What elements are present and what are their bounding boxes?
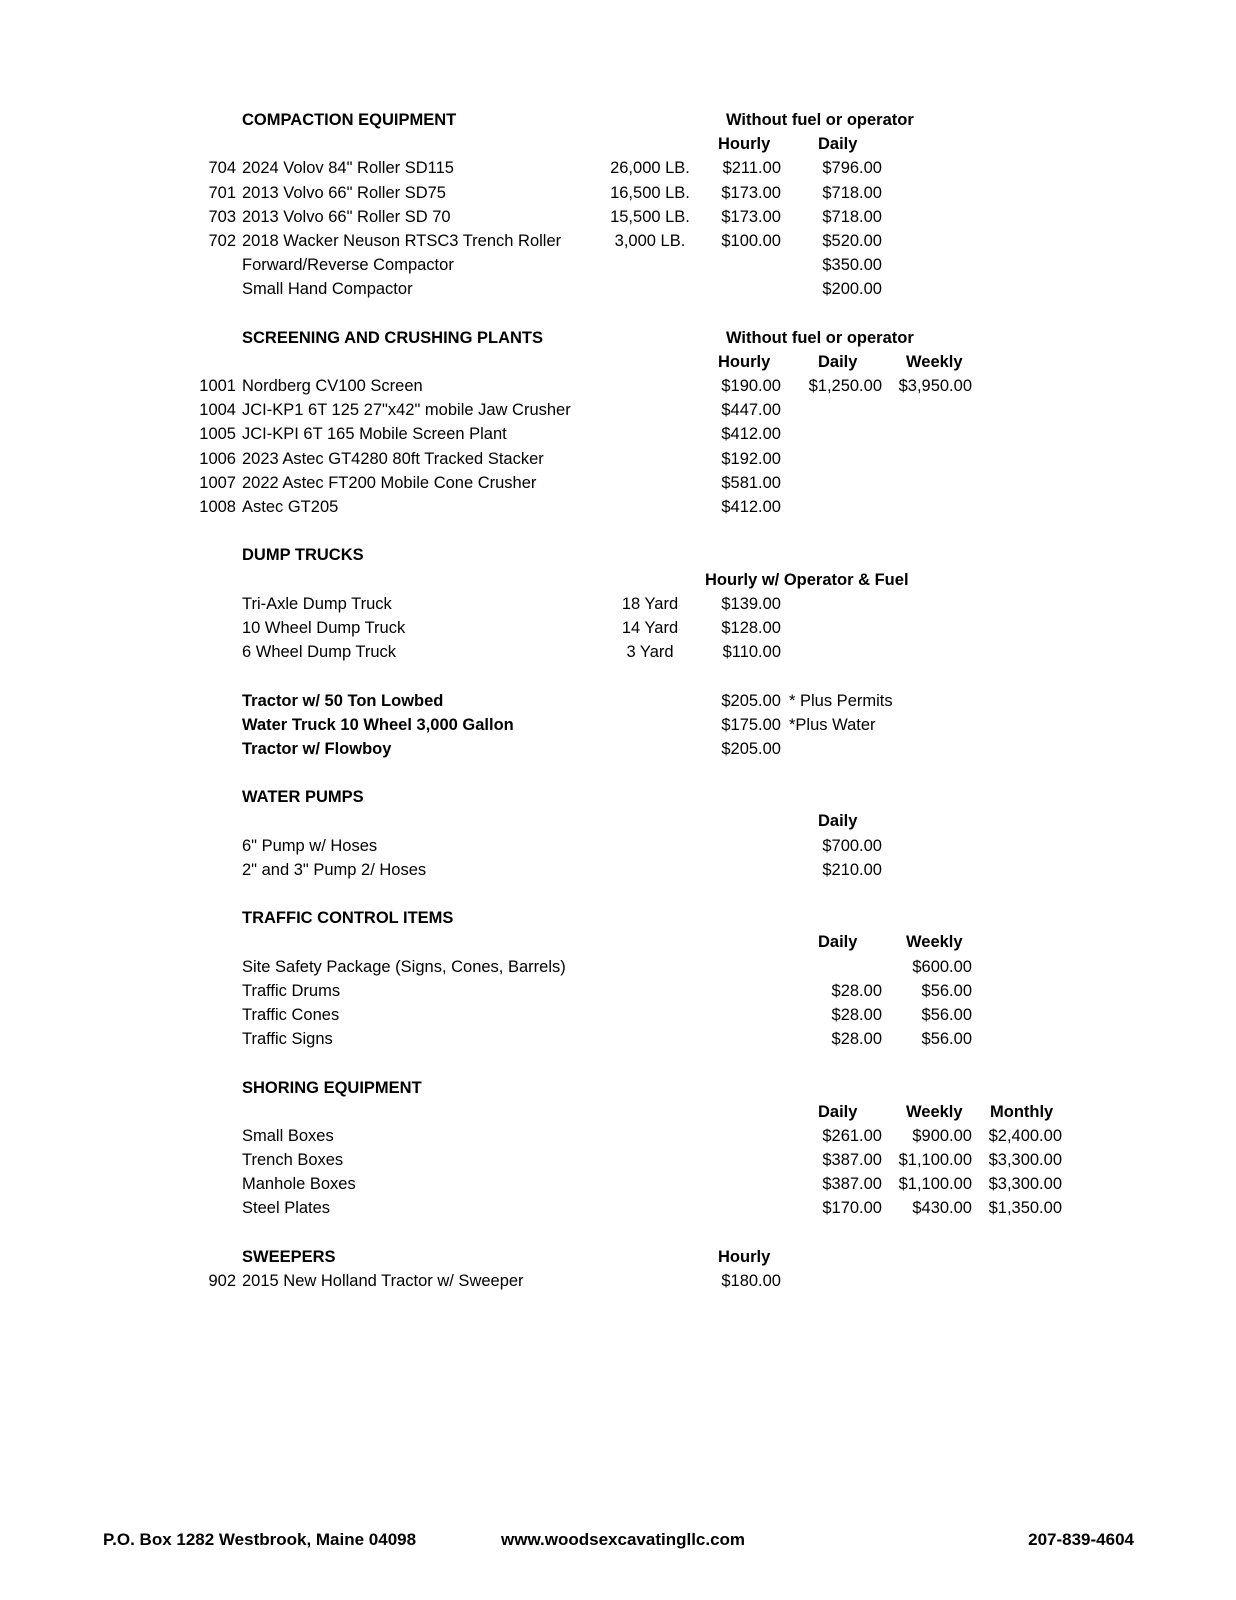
unit-number: 902 xyxy=(208,1272,236,1290)
spacer xyxy=(0,664,1236,688)
hourly-rate: $412.00 xyxy=(721,425,781,444)
hourly-rate: $100.00 xyxy=(721,231,781,250)
col-daily: Daily xyxy=(818,352,858,371)
item-description: Manhole Boxes xyxy=(242,1175,356,1194)
unit-number: 703 xyxy=(208,207,236,226)
daily-rate: $28.00 xyxy=(831,1005,882,1024)
section-header-shoring xyxy=(0,1076,1236,1100)
item-description: Traffic Cones xyxy=(242,1005,340,1024)
section-title: DUMP TRUCKS xyxy=(242,546,364,565)
table-row xyxy=(0,374,1236,398)
weekly-rate: $600.00 xyxy=(912,957,972,976)
hourly-rate: $211.00 xyxy=(722,159,781,178)
table-row xyxy=(0,422,1236,446)
item-description: Trench Boxes xyxy=(242,1151,344,1170)
table-row xyxy=(0,640,1236,664)
item-description: JCI-KP1 6T 125 27"x42" mobile Jaw Crusher xyxy=(242,401,571,420)
weekly-rate: $430.00 xyxy=(912,1199,972,1218)
item-description: JCI-KPI 6T 165 Mobile Screen Plant xyxy=(242,425,507,444)
table-row xyxy=(0,277,1236,301)
column-headers xyxy=(0,809,1236,833)
table-row xyxy=(0,447,1236,471)
table-row xyxy=(0,592,1236,616)
table-row xyxy=(0,495,1236,519)
weekly-rate: $56.00 xyxy=(921,1030,972,1049)
hourly-rate: $447.00 xyxy=(721,401,781,420)
hourly-rate: $205.00 xyxy=(721,691,781,710)
hourly-rate: $180.00 xyxy=(721,1272,781,1290)
hourly-rate: $175.00 xyxy=(721,715,781,734)
weekly-rate: $900.00 xyxy=(912,1126,972,1145)
item-description: Traffic Drums xyxy=(242,981,341,1000)
daily-rate: $387.00 xyxy=(822,1151,882,1170)
table-row xyxy=(0,1148,1236,1172)
unit-number: 1005 xyxy=(199,425,236,444)
item-capacity: 14 Yard xyxy=(621,618,679,637)
section-header-traffic-control xyxy=(0,906,1236,930)
item-spec: 3,000 LB. xyxy=(614,231,686,250)
item-description: Traffic Signs xyxy=(242,1030,333,1049)
weekly-rate: $1,100.00 xyxy=(898,1151,972,1170)
table-row xyxy=(0,834,1236,858)
item-description: Small Boxes xyxy=(242,1126,334,1145)
table-row xyxy=(0,1124,1236,1148)
column-headers xyxy=(0,568,1236,592)
daily-rate: $28.00 xyxy=(831,981,882,1000)
column-headers xyxy=(0,132,1236,156)
unit-number: 1008 xyxy=(199,498,236,516)
table-row xyxy=(0,229,1236,253)
unit-number: 1001 xyxy=(199,377,236,396)
item-description: 2" and 3" Pump 2/ Hoses xyxy=(242,860,427,879)
item-description: 2015 New Holland Tractor w/ Sweeper xyxy=(242,1272,524,1290)
item-description: 10 Wheel Dump Truck xyxy=(242,618,406,637)
rate-note: *Plus Water xyxy=(789,715,876,734)
hourly-rate: $128.00 xyxy=(721,618,781,637)
item-spec: 15,500 LB. xyxy=(610,207,690,226)
section-title: SCREENING AND CRUSHING PLANTS xyxy=(242,328,543,347)
table-row xyxy=(0,858,1236,882)
item-description: Site Safety Package (Signs, Cones, Barrels) xyxy=(242,957,566,976)
item-description: Tractor w/ Flowboy xyxy=(242,739,392,758)
table-row xyxy=(0,737,1236,761)
item-description: 2013 Volvo 66" Roller SD 70 xyxy=(242,207,451,226)
col-daily: Daily xyxy=(818,812,858,831)
column-headers xyxy=(0,1100,1236,1124)
spacer xyxy=(0,1221,1236,1245)
page-footer xyxy=(0,1530,1236,1556)
col-hourly: Hourly xyxy=(718,135,771,154)
hourly-rate: $139.00 xyxy=(721,594,781,613)
section-header-water-pumps xyxy=(0,785,1236,809)
column-headers xyxy=(0,350,1236,374)
item-description: Tractor w/ 50 Ton Lowbed xyxy=(242,691,444,710)
table-row xyxy=(0,713,1236,737)
item-spec: 16,500 LB. xyxy=(610,183,690,202)
hourly-rate: $581.00 xyxy=(721,473,781,492)
table-row xyxy=(0,689,1236,713)
section-title: COMPACTION EQUIPMENT xyxy=(242,111,457,129)
section-header-dump-trucks xyxy=(0,543,1236,567)
monthly-rate: $1,350.00 xyxy=(988,1199,1062,1218)
daily-rate: $718.00 xyxy=(822,183,882,202)
monthly-rate: $2,400.00 xyxy=(988,1126,1062,1145)
rate-sheet xyxy=(0,108,1236,1293)
item-description: Steel Plates xyxy=(242,1199,331,1218)
spacer xyxy=(0,1051,1236,1075)
spacer xyxy=(0,519,1236,543)
unit-number: 1004 xyxy=(199,401,236,420)
col-daily: Daily xyxy=(818,933,858,952)
spacer xyxy=(0,302,1236,326)
item-description: 6 Wheel Dump Truck xyxy=(242,643,397,662)
item-description: Small Hand Compactor xyxy=(242,280,413,299)
table-row xyxy=(0,181,1236,205)
col-monthly: Monthly xyxy=(990,1102,1054,1121)
footer-address: P.O. Box 1282 Westbrook, Maine 04098 xyxy=(103,1530,417,1549)
table-row xyxy=(0,1003,1236,1027)
group-header: Without fuel or operator xyxy=(726,111,914,129)
daily-rate: $387.00 xyxy=(822,1175,882,1194)
section-title: SHORING EQUIPMENT xyxy=(242,1078,422,1097)
section-title: SWEEPERS xyxy=(242,1247,336,1266)
item-description: 2022 Astec FT200 Mobile Cone Crusher xyxy=(242,473,537,492)
unit-number: 704 xyxy=(208,159,236,178)
col-daily: Daily xyxy=(818,135,858,154)
daily-rate: $350.00 xyxy=(822,256,882,275)
daily-rate: $170.00 xyxy=(822,1199,882,1218)
table-row xyxy=(0,253,1236,277)
weekly-rate: $3,950.00 xyxy=(898,377,972,396)
weekly-rate: $56.00 xyxy=(921,1005,972,1024)
unit-number: 702 xyxy=(208,231,236,250)
hourly-rate: $192.00 xyxy=(721,449,781,468)
table-row xyxy=(0,1196,1236,1220)
item-description: Tri-Axle Dump Truck xyxy=(242,594,392,613)
section-header-sweepers xyxy=(0,1245,1236,1269)
daily-rate: $210.00 xyxy=(822,860,882,879)
table-row xyxy=(0,616,1236,640)
col-hourly-operator-fuel: Hourly w/ Operator & Fuel xyxy=(705,570,909,589)
daily-rate: $520.00 xyxy=(822,231,882,250)
daily-rate: $700.00 xyxy=(822,836,882,855)
hourly-rate: $412.00 xyxy=(721,498,781,516)
rate-note: * Plus Permits xyxy=(789,691,893,710)
hourly-rate: $190.00 xyxy=(721,377,781,396)
table-row xyxy=(0,1027,1236,1051)
spacer xyxy=(0,882,1236,906)
monthly-rate: $3,300.00 xyxy=(988,1175,1062,1194)
weekly-rate: $56.00 xyxy=(921,981,972,1000)
footer-phone: 207-839-4604 xyxy=(1028,1530,1134,1549)
spacer xyxy=(0,761,1236,785)
daily-rate: $200.00 xyxy=(822,280,882,299)
table-row xyxy=(0,471,1236,495)
unit-number: 701 xyxy=(208,183,236,202)
item-description: 2013 Volvo 66" Roller SD75 xyxy=(242,183,446,202)
item-description: 6" Pump w/ Hoses xyxy=(242,836,378,855)
col-weekly: Weekly xyxy=(906,933,963,952)
hourly-rate: $110.00 xyxy=(722,643,781,662)
item-description: Astec GT205 xyxy=(242,498,339,516)
item-description: 2018 Wacker Neuson RTSC3 Trench Roller xyxy=(242,231,562,250)
col-hourly: Hourly xyxy=(718,1247,771,1266)
item-description: Forward/Reverse Compactor xyxy=(242,256,454,275)
daily-rate: $718.00 xyxy=(822,207,882,226)
hourly-rate: $205.00 xyxy=(721,739,781,758)
table-row xyxy=(0,1172,1236,1196)
table-row xyxy=(0,398,1236,422)
table-row xyxy=(0,979,1236,1003)
item-capacity: 3 Yard xyxy=(626,643,674,662)
col-daily: Daily xyxy=(818,1102,858,1121)
col-weekly: Weekly xyxy=(906,1102,963,1121)
daily-rate: $28.00 xyxy=(831,1030,882,1049)
item-description: Water Truck 10 Wheel 3,000 Gallon xyxy=(242,715,514,734)
group-header: Without fuel or operator xyxy=(726,328,914,347)
daily-rate: $796.00 xyxy=(822,159,882,178)
footer-website: www.woodsexcavatingllc.com xyxy=(501,1530,746,1549)
monthly-rate: $3,300.00 xyxy=(988,1151,1062,1170)
item-capacity: 18 Yard xyxy=(621,594,679,613)
daily-rate: $261.00 xyxy=(822,1126,882,1145)
table-row xyxy=(0,955,1236,979)
unit-number: 1007 xyxy=(199,473,236,492)
section-title: TRAFFIC CONTROL ITEMS xyxy=(242,909,454,928)
column-headers xyxy=(0,930,1236,954)
col-weekly: Weekly xyxy=(906,352,963,371)
item-spec: 26,000 LB. xyxy=(610,159,690,178)
item-description: Nordberg CV100 Screen xyxy=(242,377,423,396)
hourly-rate: $173.00 xyxy=(721,183,781,202)
item-description: 2023 Astec GT4280 80ft Tracked Stacker xyxy=(242,449,544,468)
table-row xyxy=(0,1269,1236,1293)
daily-rate: $1,250.00 xyxy=(808,377,882,396)
table-row xyxy=(0,156,1236,180)
section-header-screening xyxy=(0,326,1236,350)
unit-number: 1006 xyxy=(199,449,236,468)
col-hourly: Hourly xyxy=(718,352,771,371)
table-row xyxy=(0,205,1236,229)
item-description: 2024 Volov 84" Roller SD115 xyxy=(242,159,454,178)
hourly-rate: $173.00 xyxy=(721,207,781,226)
weekly-rate: $1,100.00 xyxy=(898,1175,972,1194)
section-title: WATER PUMPS xyxy=(242,788,364,807)
section-header-compaction xyxy=(0,108,1236,132)
